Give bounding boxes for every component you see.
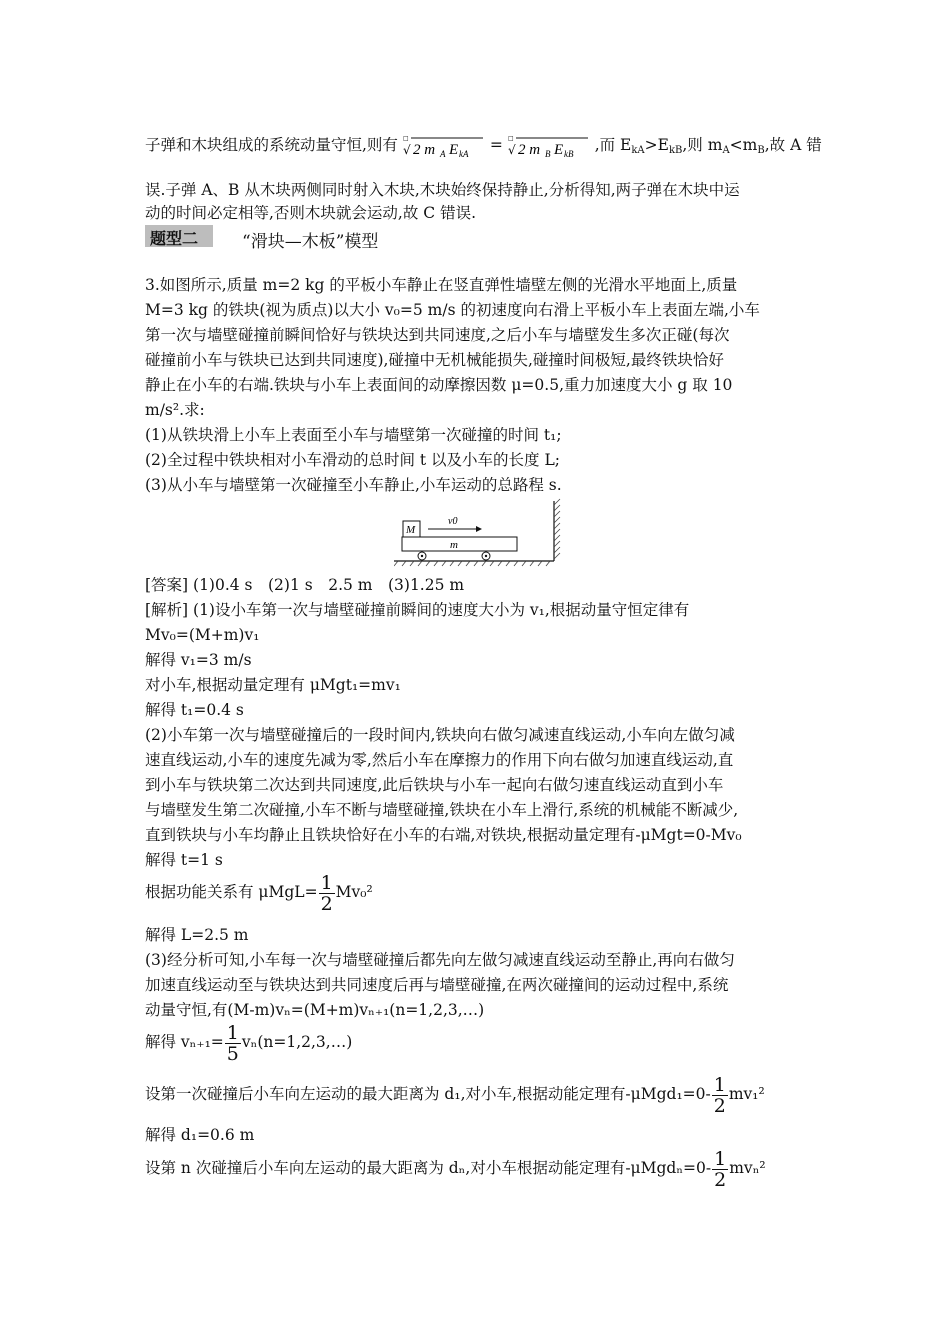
equation-suffix: mv₁² xyxy=(728,1085,765,1103)
cart-wheel-left-hub xyxy=(421,555,423,557)
svg-text:kA: kA xyxy=(458,149,469,159)
analysis-line: 解得 d₁=0.6 m xyxy=(145,1126,255,1144)
dn-equation-line xyxy=(145,1148,766,1190)
velocity-arrow-head xyxy=(476,526,482,532)
svg-text:2 m: 2 m xyxy=(517,142,540,158)
analysis-line: 到小车与铁块第二次达到共同速度,此后铁块与小车一起向右做匀速直线运动直到小车 xyxy=(145,776,724,794)
analysis-line: (2)小车第一次与墙壁碰撞后的一段时间内,铁块向右做匀减速直线运动,小车向左做匀减 xyxy=(145,726,735,744)
wall-hatch xyxy=(554,499,560,559)
fraction: $\frac{1}{5}$ xyxy=(226,1021,239,1065)
problem-line: m/s².求: xyxy=(145,401,205,419)
text-segment: <m xyxy=(729,136,758,154)
analysis-line: (3)经分析可知,小车每一次与墙壁碰撞后都先向左做匀减速直线运动至静止,再向右做匀 xyxy=(145,951,735,969)
equation-prefix: 设第 n 次碰撞后小车向左运动的最大距离为 dₙ,对小车根据动能定理有-μMgdₙ=0- xyxy=(145,1159,712,1177)
svg-text:E: E xyxy=(553,142,563,158)
problem-line: 第一次与墙壁碰撞前瞬间恰好与铁块达到共同速度,之后小车与墙壁发生多次正碰(每次 xyxy=(145,326,730,344)
analysis-line: 加速直线运动至与铁块达到共同速度后再与墙壁碰撞,在两次碰撞间的运动过程中,系统 xyxy=(145,976,729,994)
svg-text:□: □ xyxy=(402,135,409,142)
section-title: “滑块—木板”模型 xyxy=(242,232,379,252)
analysis-line: 对小车,根据动量定理有 μMgt₁=mv₁ xyxy=(145,676,401,694)
sqrt-formula-a xyxy=(403,130,485,160)
ratio-equation-line xyxy=(145,1022,352,1064)
problem-line: (3)从小车与墙壁第一次碰撞至小车静止,小车运动的总路程 s. xyxy=(145,476,562,494)
energy-equation-line xyxy=(145,872,373,914)
cart-wheel-right-hub xyxy=(485,555,487,557)
analysis-line: 直到铁块与小车均静止且铁块恰好在小车的右端,对铁块,根据动量定理有-μMgt=0-Mv₀ xyxy=(145,826,742,844)
analysis-line: 解得 L=2.5 m xyxy=(145,926,249,944)
cart-wall-diagram xyxy=(394,497,574,567)
text-segment: >E xyxy=(644,136,669,154)
analysis-line: 与墙壁发生第二次碰撞,小车不断与墙壁碰撞,铁块在小车上滑行,系统的机械能不断减少, xyxy=(145,801,739,819)
problem-line: (1)从铁块滑上小车上表面至小车与墙壁第一次碰撞的时间 t₁; xyxy=(145,426,562,444)
block-label: M xyxy=(406,524,416,536)
analysis-line: 解得 t₁=0.4 s xyxy=(145,701,244,719)
text-segment: ,而 E xyxy=(594,136,632,154)
svg-text:E: E xyxy=(448,142,459,158)
svg-text:B: B xyxy=(544,149,551,159)
svg-text:2 m: 2 m xyxy=(412,142,435,158)
analysis-line: 动量守恒,有(M-m)vₙ=(M+m)vₙ₊₁(n=1,2,3,…) xyxy=(145,1001,485,1019)
equation-prefix: 解得 vₙ₊₁= xyxy=(145,1033,224,1051)
problem-line: M=3 kg 的铁块(视为质点)以大小 v₀=5 m/s 的初速度向右滑上平板小车上表面左端,小车 xyxy=(145,301,760,319)
analysis-line: 解得 v₁=3 m/s xyxy=(145,651,252,669)
ground-hatch xyxy=(394,561,550,566)
section-label: 题型二 xyxy=(150,229,199,248)
svg-text:A: A xyxy=(439,149,446,159)
sqrt-formula-b xyxy=(508,130,590,160)
text-segment: ,则 m xyxy=(682,136,723,154)
text-segment: 子弹和木块组成的系统动量守恒,则有 xyxy=(145,136,398,154)
d1-equation-line xyxy=(145,1074,765,1116)
equation-prefix: 设第一次碰撞后小车向左运动的最大距离为 d₁,对小车,根据动能定理有-μMgd₁=0- xyxy=(145,1085,711,1103)
svg-text:√: √ xyxy=(507,143,516,157)
svg-text:□: □ xyxy=(507,135,514,142)
answer-line: [答案] (1)0.4 s (2)1 s 2.5 m (3)1.25 m xyxy=(145,576,465,594)
problem-line: (2)全过程中铁块相对小车滑动的总时间 t 以及小车的长度 L; xyxy=(145,451,560,469)
velocity-label: v0 xyxy=(448,516,458,527)
equation-suffix: Mv₀² xyxy=(335,883,373,901)
equation-suffix: vₙ(n=1,2,3,…) xyxy=(241,1033,353,1051)
text-line-3: 动的时间必定相等,否则木块就会运动,故 C 错误. xyxy=(145,204,476,222)
fraction: $\frac{1}{2}$ xyxy=(713,1073,726,1117)
analysis-line: Mv₀=(M+m)v₁ xyxy=(145,626,260,644)
equals-sign: = xyxy=(489,136,503,154)
text-segment: ,故 A 错 xyxy=(764,136,822,154)
analysis-line: 解得 t=1 s xyxy=(145,851,223,869)
text-line-2: 误.子弹 A、B 从木块两侧同时射入木块,木块始终保持静止,分析得知,两子弹在木块中运 xyxy=(145,181,740,199)
equation-suffix: mvₙ² xyxy=(729,1159,766,1177)
problem-line: 静止在小车的右端.铁块与小车上表面间的动摩擦因数 μ=0.5,重力加速度大小 g 取 10 xyxy=(145,376,733,394)
svg-text:√: √ xyxy=(402,143,411,157)
problem-line: 碰撞前小车与铁块已达到共同速度),碰撞中无机械能损失,碰撞时间极短,最终铁块恰好 xyxy=(145,351,724,369)
cart-board xyxy=(402,537,517,551)
cart-label: m xyxy=(450,539,458,551)
equation-prefix: 根据功能关系有 μMgL= xyxy=(145,883,318,901)
svg-text:kB: kB xyxy=(563,149,574,159)
analysis-line: [解析] (1)设小车第一次与墙壁碰撞前瞬间的速度大小为 v₁,根据动量守恒定律有 xyxy=(145,601,690,619)
text-line-1: 子弹和木块组成的系统动量守恒,则有 □ √ 2 m A E kA = □ √ 2 m B E kB ,而 $E_{kA}>E_{kB}$,则 $m_A<m_B$,故 A 错 xyxy=(145,130,822,161)
analysis-line: 速直线运动,小车的速度先减为零,然后小车在摩擦力的作用下向右做匀加速直线运动,直 xyxy=(145,751,734,769)
problem-line: 3.如图所示,质量 m=2 kg 的平板小车静止在竖直弹性墙壁左侧的光滑水平地面上,质量 xyxy=(145,276,738,294)
fraction: $\frac{1}{2}$ xyxy=(320,871,333,915)
fraction: $\frac{1}{2}$ xyxy=(714,1147,727,1191)
